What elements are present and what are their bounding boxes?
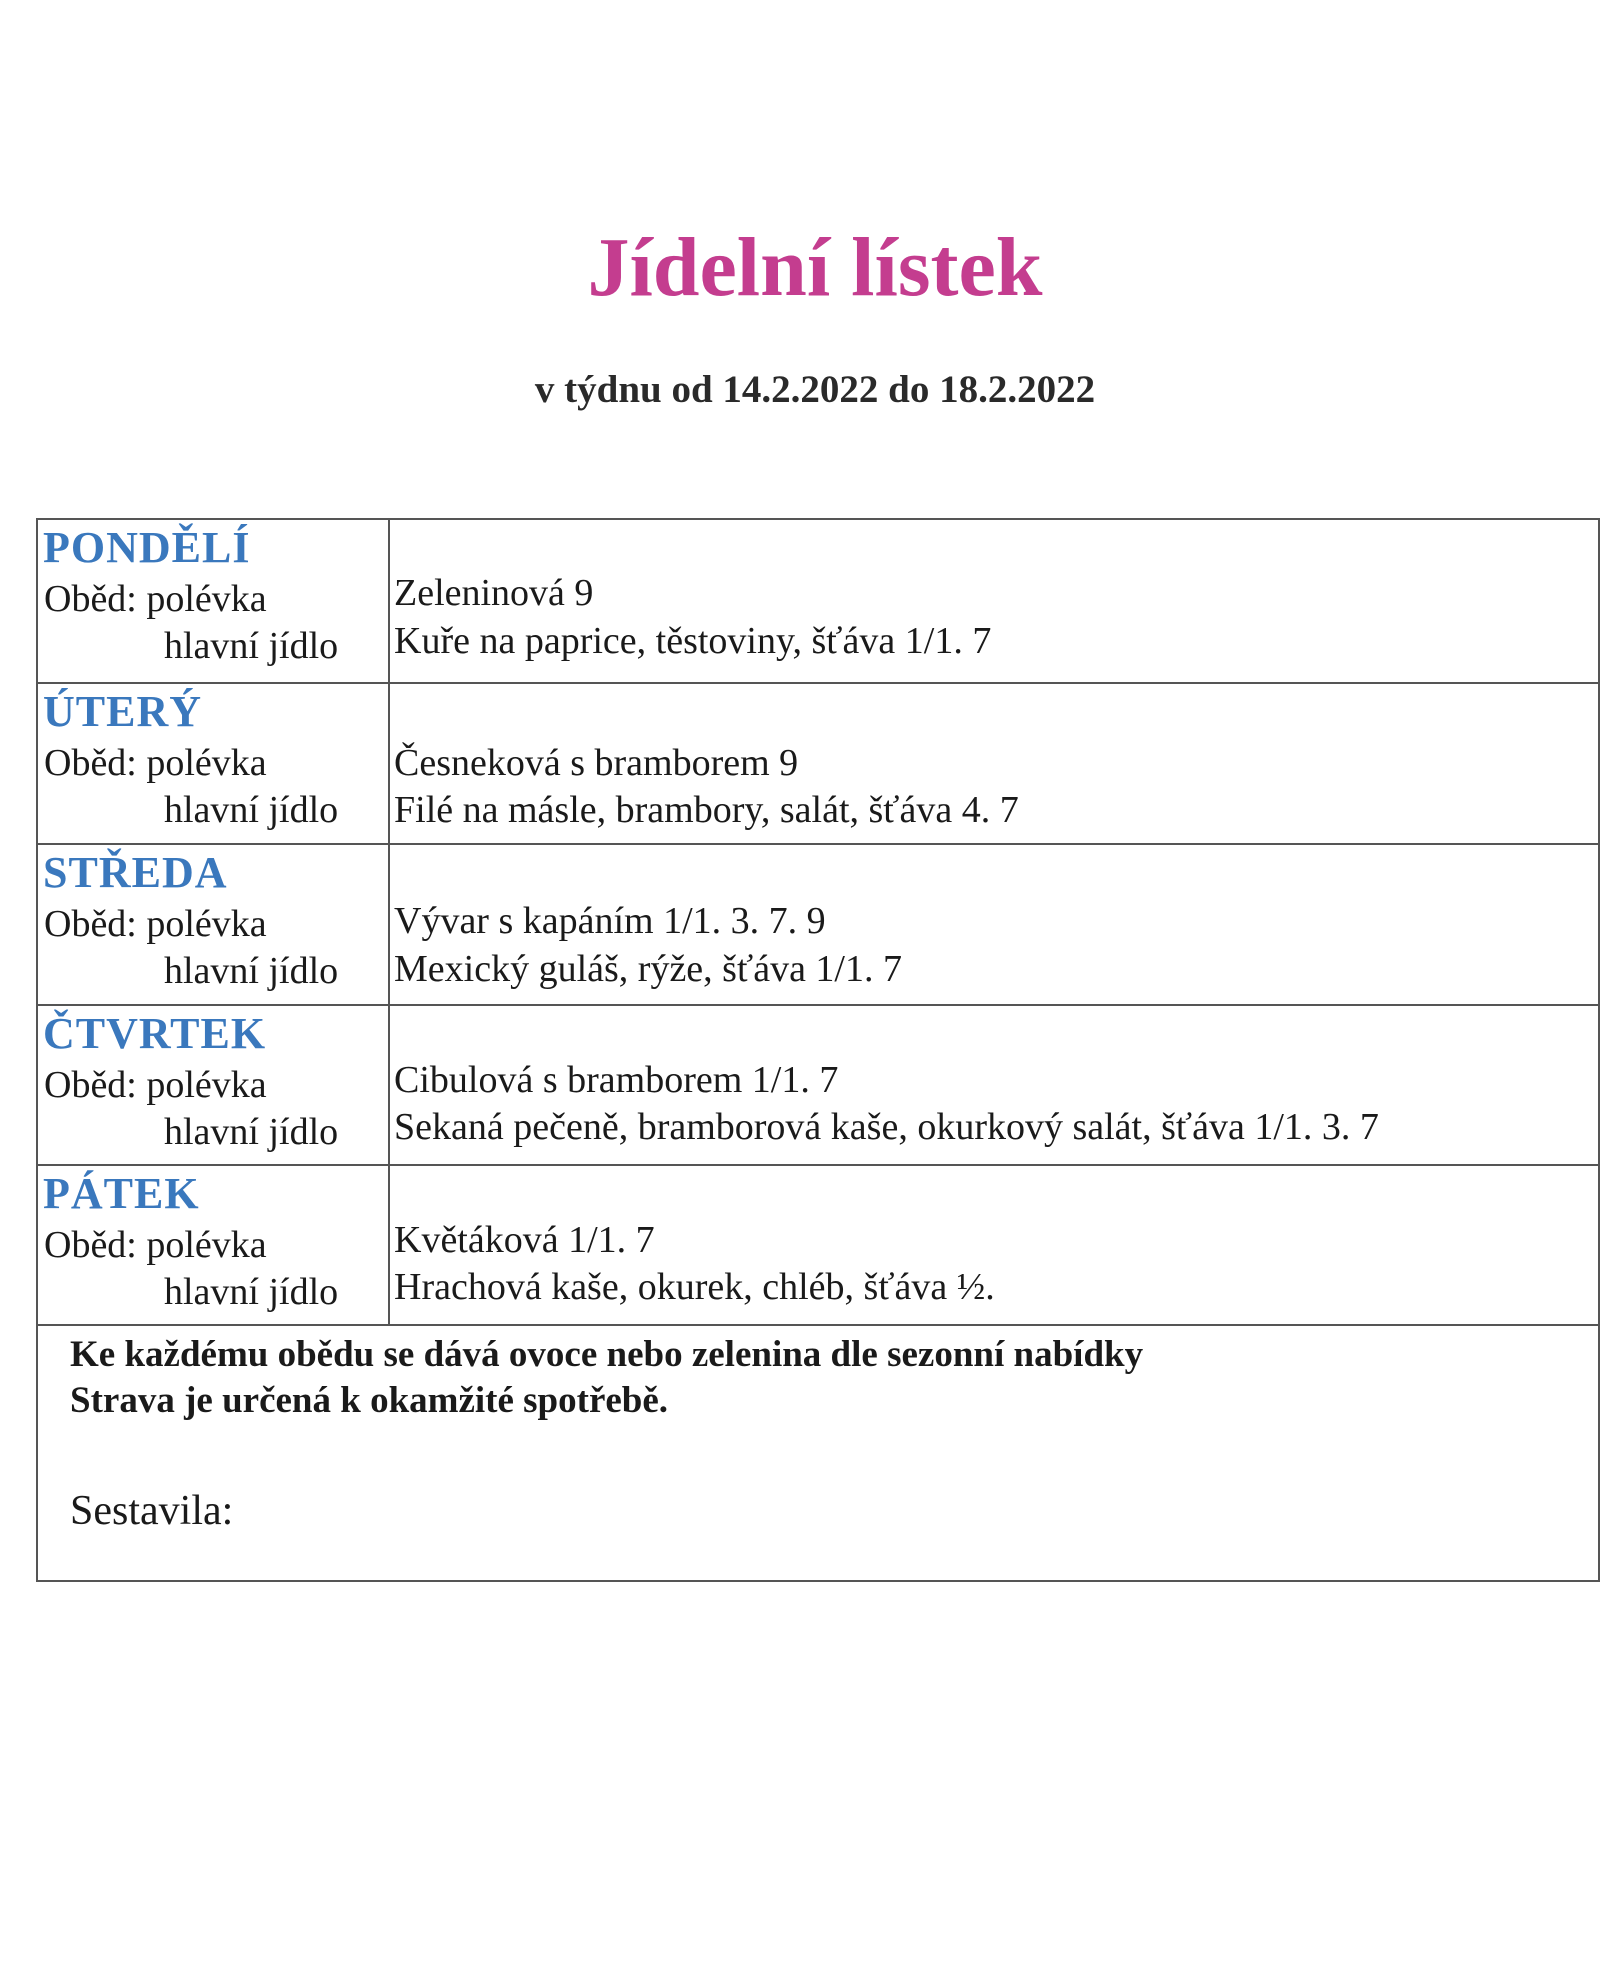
menu-table <box>36 518 1600 1582</box>
day-row-friday <box>38 1166 1598 1326</box>
main-dish-label: hlavní jídlo <box>164 1111 339 1153</box>
main-dish-label: hlavní jídlo <box>164 950 339 992</box>
soup-text: Zeleninová 9 <box>394 572 594 614</box>
main-dish-text: Kuře na paprice, těstoviny, šťáva 1/1. 7 <box>394 620 992 662</box>
soup-text: Česneková s bramborem 9 <box>394 742 799 784</box>
day-name: ČTVRTEK <box>43 1009 267 1058</box>
day-row-tuesday <box>38 684 1598 845</box>
main-dish-text: Filé na másle, brambory, salát, šťáva 4. 7 <box>394 789 1019 831</box>
day-row-thursday <box>38 1006 1598 1166</box>
column-divider <box>388 845 390 1004</box>
week-range: v týdnu od 14.2.2022 do 18.2.2022 <box>534 368 1096 411</box>
day-name: PONDĚLÍ <box>43 523 251 572</box>
day-name: ÚTERÝ <box>43 687 203 736</box>
soup-text: Cibulová s bramborem 1/1. 7 <box>394 1059 839 1101</box>
lunch-soup-label: Oběd: polévka <box>44 1224 267 1266</box>
lunch-soup-label: Oběd: polévka <box>44 903 267 945</box>
day-name: PÁTEK <box>43 1169 200 1218</box>
main-dish-text: Sekaná pečeně, bramborová kaše, okurkový salát, šťáva 1/1. 3. 7 <box>394 1106 1379 1148</box>
lunch-soup-label: Oběd: polévka <box>44 578 267 620</box>
footer-notes <box>38 1326 1598 1582</box>
column-divider <box>388 1166 390 1324</box>
day-row-monday <box>38 520 1598 684</box>
main-dish-text: Mexický guláš, rýže, šťáva 1/1. 7 <box>394 948 902 990</box>
page-title: Jídelní lístek <box>587 221 1043 314</box>
column-divider <box>388 684 390 843</box>
main-dish-label: hlavní jídlo <box>164 1271 339 1313</box>
lunch-soup-label: Oběd: polévka <box>44 1064 267 1106</box>
main-dish-text: Hrachová kaše, okurek, chléb, šťáva ½. <box>394 1266 995 1308</box>
column-divider <box>388 520 390 682</box>
soup-text: Vývar s kapáním 1/1. 3. 7. 9 <box>394 900 826 942</box>
main-dish-label: hlavní jídlo <box>164 789 339 831</box>
column-divider <box>388 1006 390 1164</box>
consumption-note: Strava je určená k okamžité spotřebě. <box>70 1380 669 1421</box>
day-name: STŘEDA <box>43 848 228 897</box>
compiled-by-label: Sestavila: <box>70 1488 234 1534</box>
fruit-vegetable-note: Ke každému obědu se dává ovoce nebo zelenina dle sezonní nabídky <box>70 1334 1144 1375</box>
soup-text: Květáková 1/1. 7 <box>394 1219 655 1261</box>
day-row-wednesday <box>38 845 1598 1006</box>
main-dish-label: hlavní jídlo <box>164 625 339 667</box>
lunch-soup-label: Oběd: polévka <box>44 742 267 784</box>
